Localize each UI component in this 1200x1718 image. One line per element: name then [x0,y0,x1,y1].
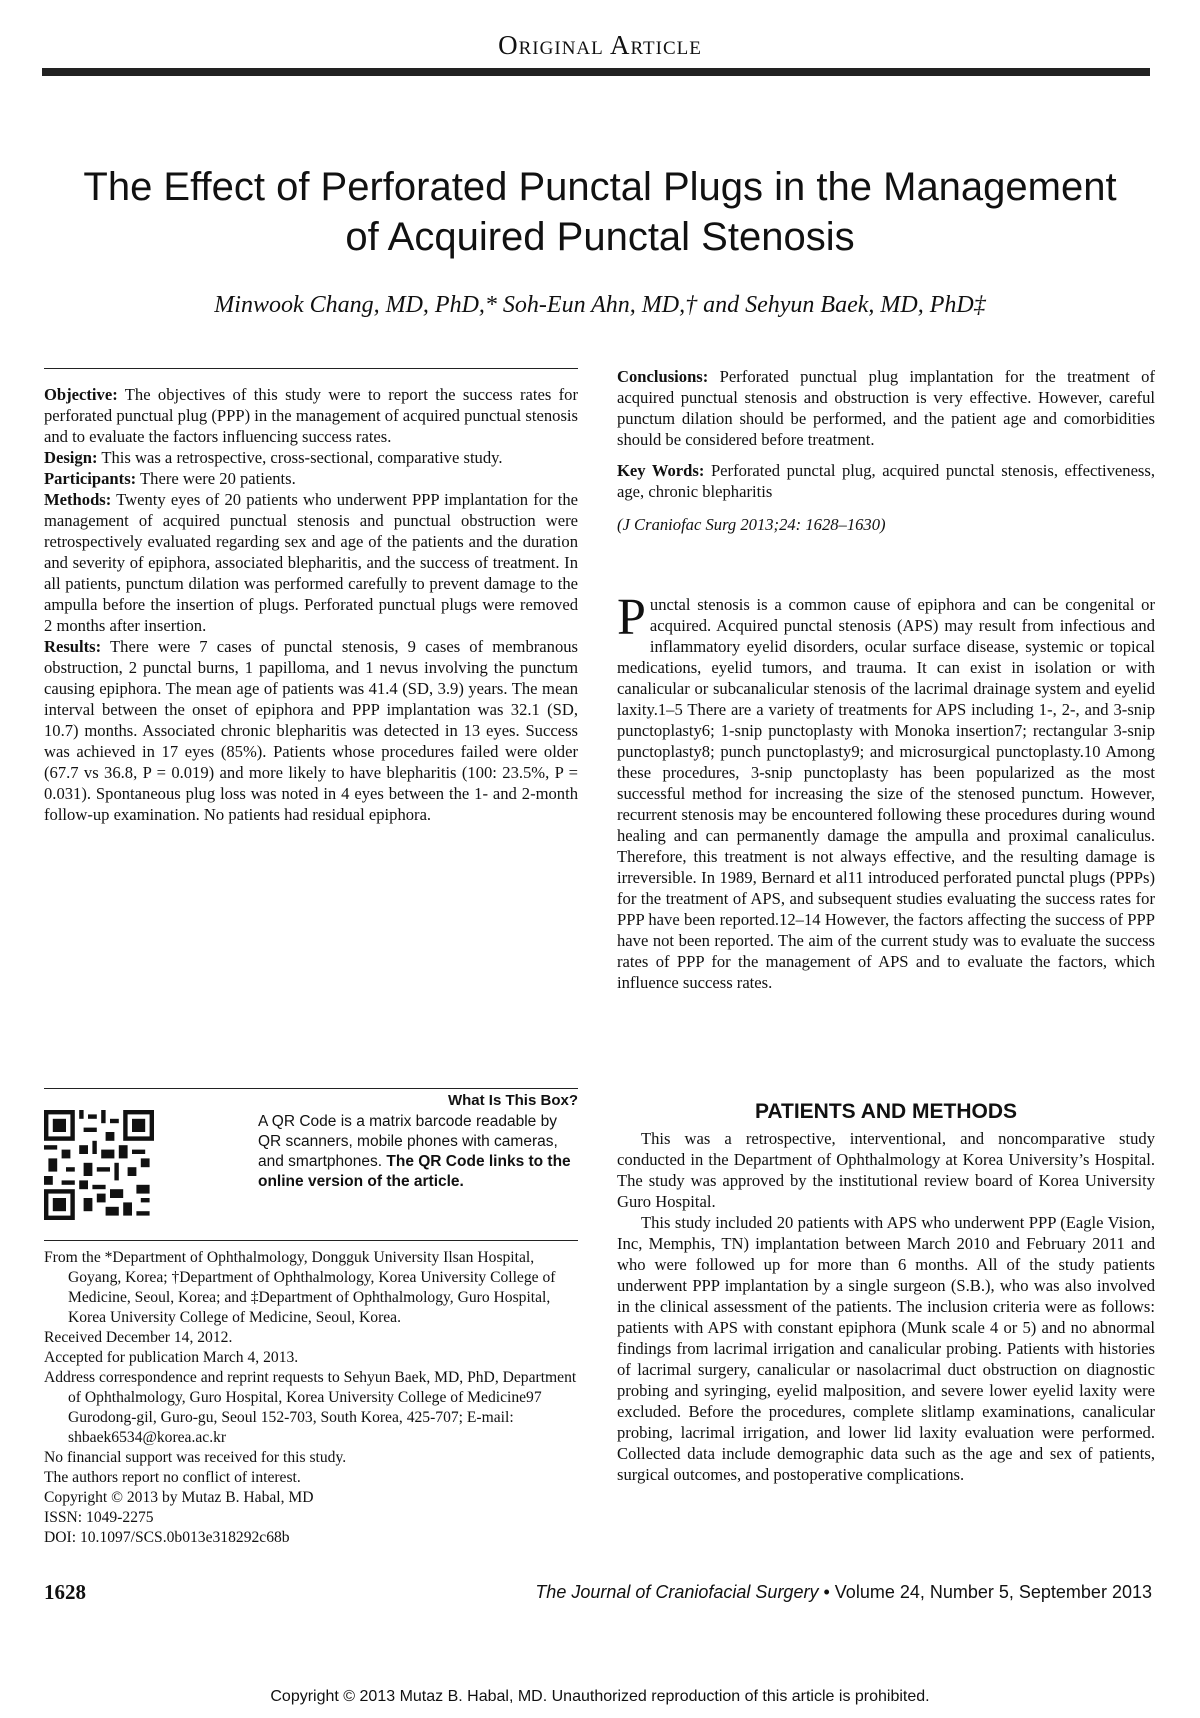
funding-statement: No financial support was received for this study. [44,1449,347,1466]
pm-paragraph-2: This study included 20 patients with APS who underwent PPP (Eagle Vision, Inc, Memphis, TN) implantation between March 2010 and February 2011 and who were followed up for more than 6 months. All of the study patients underwent PPP implantation by a single surgeon (S.B.), who was also involved in the clinical assessment of the patients. The inclusion criteria were as follows: patients with APS with constant epiphora (Munk scale 4 or 5) and no abnormal findings from lacrimal irrigation and canalicular probing. Patients with histories of lacrimal surgery, canalicular or nasolacrimal duct obstruction on diagnostic probing and syringing, eyelid malposition, and severe lower eyelid laxity were excluded. Before the procedures, complete slitlamp examinations, canalicular probing, lacrimal irrigation, and lower lid laxity evaluation were performed. Collected data include demographic data such as the age and sex of patients, surgical outcomes, and postoperative complications. [617,1213,1155,1484]
introduction [617,589,1155,993]
header-rule [42,68,1150,76]
affiliations [44,1248,578,1548]
abstract-results [44,636,578,825]
abstract-methods [44,489,578,636]
abstract-left-column [44,384,578,825]
footer-bullet: • [823,1582,830,1602]
journal-volume: Volume 24, Number 5, September 2013 [834,1582,1152,1602]
results-label: Results: [44,637,102,656]
participants-label: Participants: [44,469,137,488]
drop-cap: P [617,589,646,646]
keywords-text: Perforated punctal plug, acquired punctal stenosis, effectiveness, age, chronic blepharitis [617,461,1155,501]
correspondence-address: Address correspondence and reprint requests to Sehyun Baek, MD, PhD, Department of Ophthalmology, Guro Hospital, Korea University College of Medicine97 Gurodong-gil, Guro-gu, Seoul 152-703, South Korea, 425-707; E-mail: shbaek6534@korea.ac.kr [44,1369,577,1446]
keywords-label: Key Words: [617,461,705,480]
objective-text: The objectives of this study were to report the success rates for perforated punctual plug (PPP) in the management of acquired punctual stenosis and to evaluate the factors influencing success rates. [44,385,578,446]
section-label: Original Article [498,30,702,60]
citation: (J Craniofac Surg 2013;24: 1628–1630) [617,515,886,534]
qr-description: A QR Code is a matrix barcode readable by QR scanners, mobile phones with cameras, and smartphones. [258,1113,558,1170]
qr-top-rule [44,1088,578,1089]
intro-text: unctal stenosis is a common cause of epiphora and can be congenital or acquired. Acquired punctal stenosis (APS) may result from infectious and inflammatory eyelid disorders, ocular surface disease, systemic or topical medications, eyelid tumors, and trauma. It can exist in isolation or with canalicular or subcanalicular stenosis of the lacrimal drainage system and eyelid laxity.1–5 There are a variety of treatments for APS including 1-, 2-, and 3-snip punctoplasty6; 1-snip punctoplasty with Monoka insertion7; rectangular 3-snip punctoplasty8; punch punctoplasty9; and microsurgical punctoplasty.10 Among these procedures, 3-snip punctoplasty has been popularized as the most successful method for increasing the size of the stenosed punctum. However, recurrent stenosis may be encountered following these procedures during wound healing and can permanently damage the ampulla and proximal canaliculus. Therefore, this treatment is not always effective, and the resulting damage is irreversible. In 1989, Bernard et al11 introduced perforated punctal plugs (PPPs) for the treatment of APS, and subsequent studies evaluating the success rates for PPP have been reported.12–14 However, the factors affecting the success of PPP have not been reported. The aim of the current study was to evaluate the success rates of PPP for the management of APS and to evaluate the factors, which influence success rates. [617,595,1155,992]
abstract-top-rule [44,368,578,369]
abstract-objective [44,384,578,447]
participants-text: There were 20 patients. [140,469,296,488]
title-line-1: The Effect of Perforated Punctal Plugs in the Management [83,165,1117,209]
journal-footer [535,1582,1152,1603]
affiliation-from: From the *Department of Ophthalmology, Dongguk University Ilsan Hospital, Goyang, Korea; †Department of Ophthalmology, Korea University College of Medicine, Seoul, Korea; and ‡Department of Ophthalmology, Guro Hospital, Korea University College of Medicine, Seoul, Korea. [44,1249,556,1326]
qr-box-text [258,1112,578,1192]
conclusions-text: Perforated punctual plug implantation for the treatment of acquired punctual stenosis and obstruction is very effective. However, careful punctum dilation should be performed, and the patient age and comorbidities should be considered before treatment. [617,367,1155,449]
results-text: There were 7 cases of punctal stenosis, 9 cases of membranous obstruction, 2 punctal burns, 1 papilloma, and 1 nevus involving the punctum causing epiphora. The mean age of patients was 41.4 (SD, 3.9) years. The mean interval between the onset of epiphora and PPP implantation was 32.1 (SD, 10.7) months. Associated chronic blepharitis was detected in 13 eyes. Success was achieved in 17 eyes (85%). Patients whose procedures failed were older (67.7 vs 36.8, P = 0.019) and more likely to have blepharitis (100: 23.5%, P = 0.031). Spontaneous plug loss was noted in 4 eyes between the 1- and 2-month follow-up examination. No patients had residual epiphora. [44,637,578,824]
patients-methods-body [617,1128,1155,1485]
conflict-statement: The authors report no conflict of interest. [44,1469,301,1486]
article-title [40,162,1160,262]
abstract-design [44,447,578,468]
page-number: 1628 [44,1580,86,1604]
design-text: This was a retrospective, cross-sectional, comparative study. [101,448,503,467]
copyright-notice: Copyright © 2013 Mutaz B. Habal, MD. Unauthorized reproduction of this article is prohibited. [270,1688,930,1705]
author-list: Minwook Chang, MD, PhD,* Soh-Eun Ahn, MD,† and Sehyun Baek, MD, PhD‡ [214,292,986,318]
title-line-2: of Acquired Punctal Stenosis [345,215,855,259]
abstract-conclusions [617,366,1155,450]
design-label: Design: [44,448,98,467]
qr-box-title: What Is This Box? [447,1092,578,1109]
affiliation-rule [44,1240,578,1241]
abstract-keywords [617,460,1155,502]
issn: ISSN: 1049-2275 [44,1509,154,1526]
objective-label: Objective: [44,385,118,404]
section-heading-patients-methods: PATIENTS AND METHODS [754,1100,1018,1123]
accepted-date: Accepted for publication March 4, 2013. [44,1349,299,1366]
abstract-right-column [617,366,1155,535]
methods-label: Methods: [44,490,112,509]
qr-link-note: The QR Code links to the online version of the article. [258,1153,571,1190]
copyright-statement: Copyright © 2013 by Mutaz B. Habal, MD [44,1489,314,1506]
doi: DOI: 10.1097/SCS.0b013e318292c68b [44,1529,290,1546]
methods-text: Twenty eyes of 20 patients who underwent PPP implantation for the management of acquired punctual stenosis and punctual obstruction were retrospectively evaluated regarding sex and age of the patients and the duration and severity of epiphora, associated blepharitis, and the success of treatment. In all patients, punctum dilation was performed carefully to prevent damage to the ampulla before the insertion of plugs. Perforated punctual plugs were removed 2 months after insertion. [44,490,578,635]
qr-code-icon[interactable] [44,1110,154,1220]
pm-paragraph-1: This was a retrospective, interventional, and noncomparative study conducted in the Department of Ophthalmology at Korea University’s Hospital. The study was approved by the institutional review board of Korea University Guro Hospital. [617,1129,1155,1211]
journal-name: The Journal of Craniofacial Surgery [535,1582,819,1602]
received-date: Received December 14, 2012. [44,1329,233,1346]
abstract-participants [44,468,578,489]
conclusions-label: Conclusions: [617,367,709,386]
